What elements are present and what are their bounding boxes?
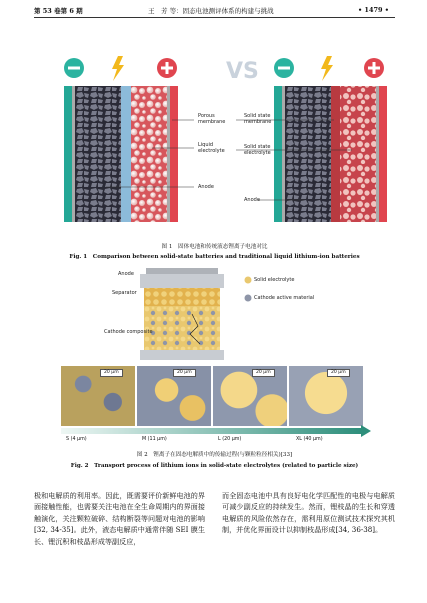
figure-2-caption-cn: 图 2 锂离子在固态电解质中的传输过程(与颗粒粒径相关)[33]: [136, 452, 293, 458]
label-porous-membrane: Porous membrane: [198, 113, 226, 125]
label-separator: Separator: [112, 290, 137, 296]
figure-1-illustration: [34, 44, 395, 236]
figure-1-caption-cn: 图 1 固体电池和传统液态锂离子电池对比: [161, 244, 268, 250]
figure-2-cell-schematic: [96, 266, 336, 362]
body-text-left: 极和电解质的利用率。因此，既需要评价新鲜电池的界面接触性能，也需要关注电池在全生命周期内的界面接触演化，关注颗粒破碎、结构断裂等问题对电池的影响[32, 34-35]。此外，液态电解质中通常伴随 SEI 膜生长、锂沉积和枝晶形成等副反应，: [34, 491, 205, 546]
figure-1-caption-en: Fig. 1 Comparison between solid-state batteries and traditional liquid lithium-ion batteries: [69, 254, 360, 260]
label-anode-right: Anode: [244, 197, 260, 203]
body-text-right: 而全固态电池中具有良好电化学匹配性的电极与电解质可减少副反应的持续发生。然而，锂枝晶的生长和穿透电解质的风险依然存在，需利用原位测试技术探究其机制，并优化界面设计以抑制枝晶形成[34, 36-38]。: [222, 491, 395, 535]
size-s: S (4 μm): [66, 437, 87, 442]
scale-bar-l: 20 μm: [252, 369, 275, 377]
figure-1: [34, 44, 395, 236]
label-liquid-electrolyte: Liquid electrolyte: [198, 142, 225, 154]
micrograph-s: [61, 366, 135, 426]
legend-cathode-active-material: Cathode active material: [254, 295, 315, 301]
size-l: L (20 μm): [218, 437, 242, 442]
scale-bar-s: 20 μm: [100, 369, 123, 377]
particle-size-arrow: [61, 428, 361, 434]
label-anode-left: Anode: [198, 184, 214, 190]
body-column-right: [222, 490, 395, 536]
legend-solid-electrolyte: Solid electrolyte: [254, 277, 295, 283]
body-column-left: [34, 490, 205, 547]
lightning-icon: [112, 56, 124, 81]
size-xl: XL (40 μm): [296, 437, 323, 442]
header-rule: [34, 17, 395, 18]
label-anode: Anode: [118, 271, 134, 277]
cathode-material-icon: [245, 295, 252, 302]
micrograph-xl: [289, 366, 363, 426]
vs-text: VS: [226, 59, 259, 84]
scale-bar-m: 20 μm: [173, 369, 196, 377]
scale-bar-xl: 20 μm: [327, 369, 350, 377]
liquid-battery-cell: [64, 86, 178, 222]
label-cathode-composite: Cathode composite: [104, 329, 153, 335]
micrograph-l: [213, 366, 287, 426]
arrow-head-icon: [361, 425, 371, 437]
solid-battery-cell: [274, 86, 387, 222]
solid-electrolyte-icon: [245, 277, 252, 284]
page-number: • 1479 •: [358, 6, 389, 14]
journal-issue: 第 53 卷第 6 期: [34, 7, 83, 15]
label-solid-state-electrolyte: Solid state electrolyte: [244, 144, 271, 156]
size-m: M (11 μm): [142, 437, 167, 442]
lightning-icon-right: [321, 56, 333, 81]
figure-2-caption-en: Fig. 2 Transport process of lithium ions in solid-state electrolytes (related to particle size): [70, 463, 359, 469]
label-solid-state-membrane: Solid state membrane: [244, 113, 272, 125]
running-title: 王 芳 等：固态电池测评体系的构建与挑战: [148, 7, 274, 15]
